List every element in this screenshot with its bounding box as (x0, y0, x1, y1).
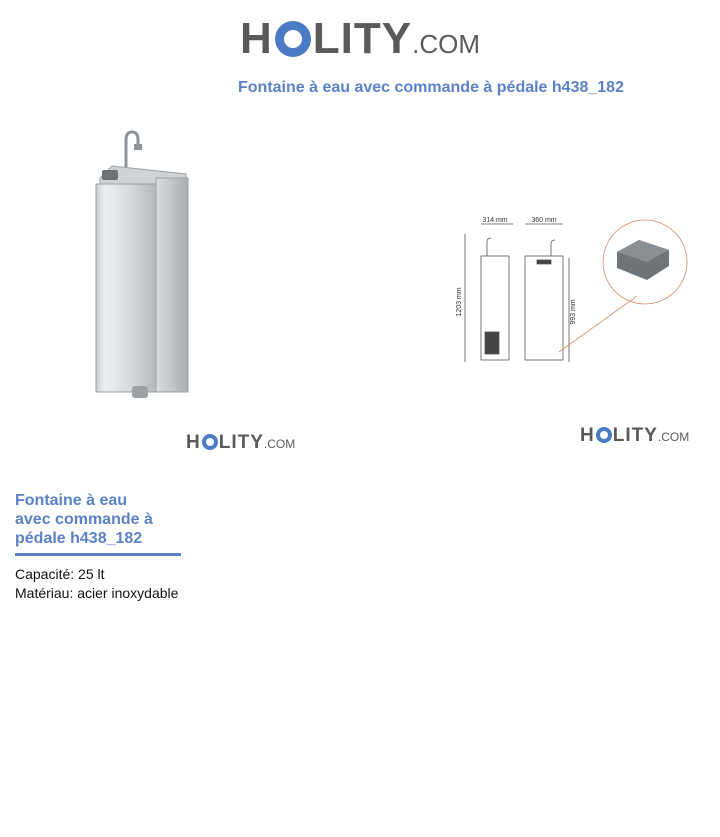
logo-o-icon (275, 21, 311, 57)
product-title-line: pédale h438_182 (15, 530, 143, 547)
watermark-letters: LITY (218, 432, 264, 453)
product-title-line: Fontaine à eau (15, 492, 128, 509)
watermark-suffix: .COM (657, 430, 690, 444)
product-photo (88, 126, 198, 406)
product-title (15, 491, 185, 548)
watermark-letters: LITY (612, 425, 658, 446)
technical-drawing (455, 212, 695, 372)
dimension-width: 360 mm (531, 217, 557, 224)
title-divider (15, 553, 181, 556)
page-title: Fontaine à eau avec commande à pédale h438_182 (238, 79, 624, 96)
dimension-depth: 314 mm (482, 217, 508, 224)
watermark-logo-left (186, 432, 295, 454)
watermark-o-icon (202, 434, 218, 450)
watermark-letter-h: H (580, 425, 595, 446)
product-title-line: avec commande à (15, 511, 153, 528)
watermark-letter-h: H (186, 432, 201, 453)
dimension-height-total: 1203 mm (456, 287, 463, 317)
logo-suffix: .COM (412, 29, 480, 59)
brand-logo[interactable] (240, 14, 480, 64)
spec-material: Matériau: acier inoxydable (15, 585, 179, 601)
watermark-o-icon (596, 427, 612, 443)
dimension-height-outlet: 993 mm (570, 299, 577, 325)
watermark-suffix: .COM (263, 437, 296, 451)
spec-capacity: Capacité: 25 lt (15, 566, 105, 582)
logo-letters: LITY (312, 14, 413, 63)
logo-letter-h: H (240, 14, 273, 63)
watermark-logo-right (580, 425, 689, 447)
